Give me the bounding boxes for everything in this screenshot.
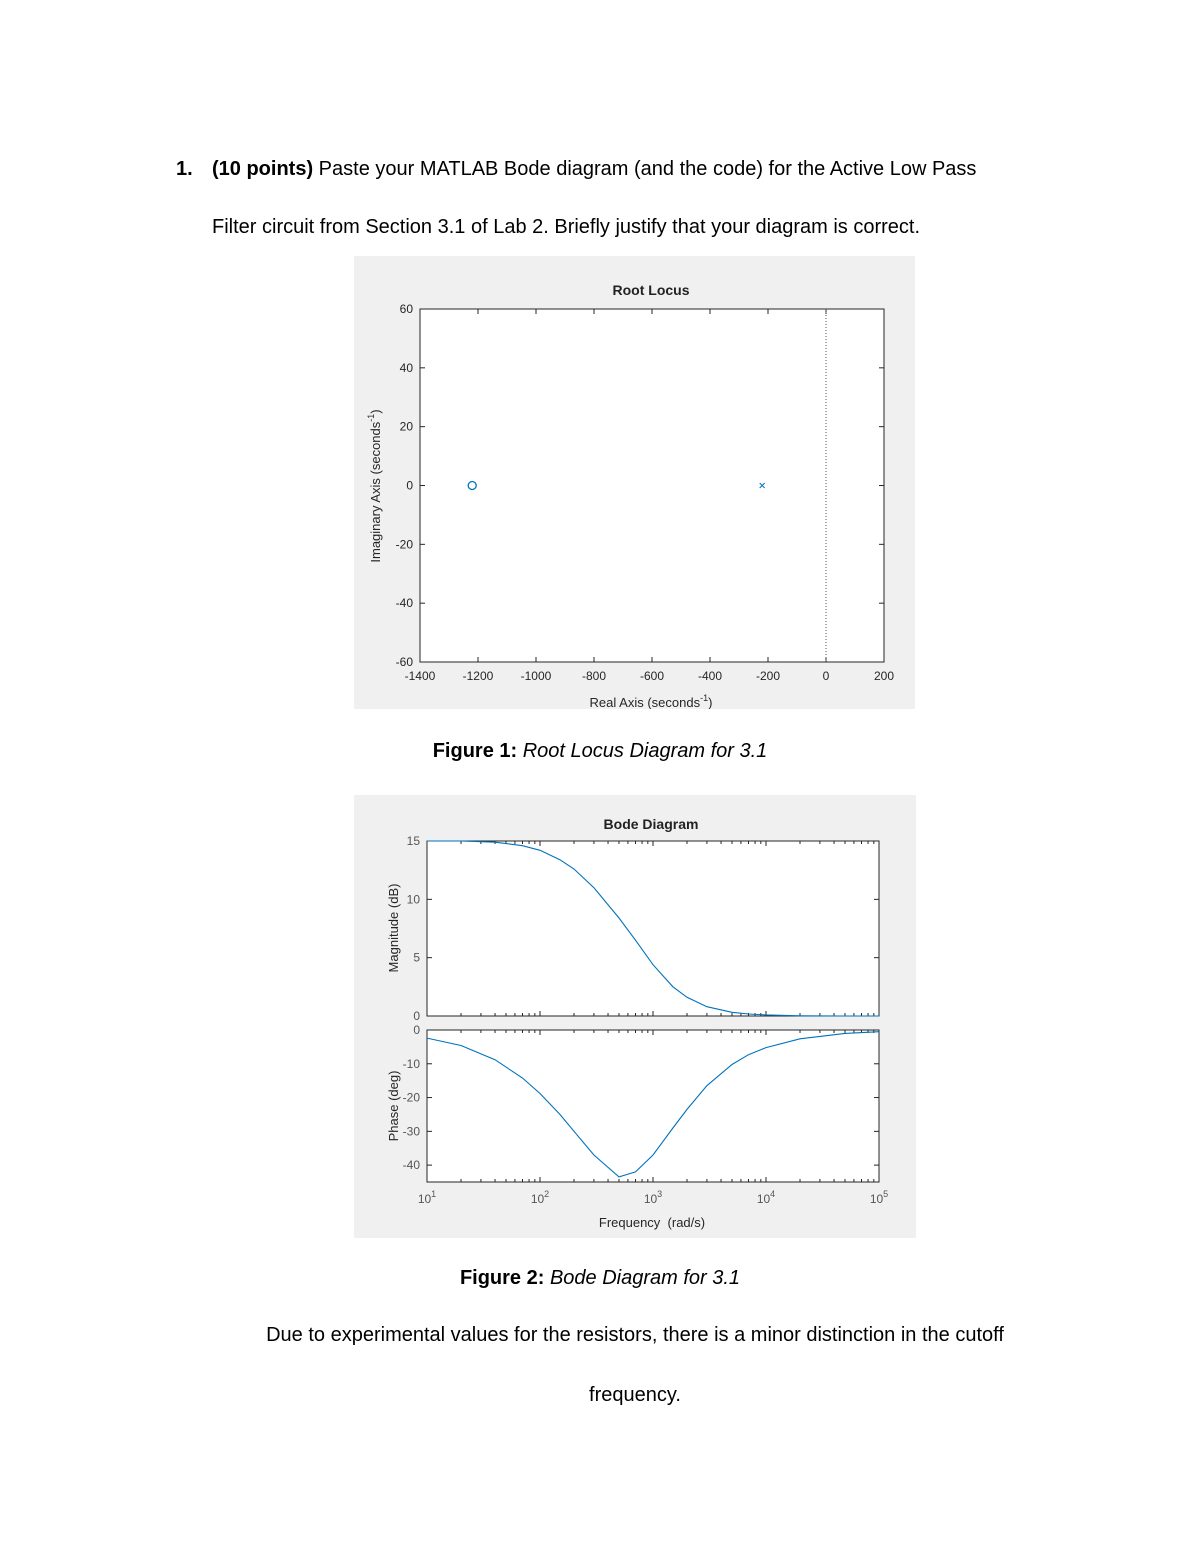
bode-phase-ytick-label: -10 — [402, 1056, 420, 1071]
figure-1-caption-text: Root Locus Diagram for 3.1 — [522, 740, 768, 762]
question-line-1-text: Paste your MATLAB Bode diagram (and the code) for the Active Low Pass — [313, 158, 977, 180]
question-points: (10 points) — [212, 158, 314, 180]
root-locus-xtick-label: -1000 — [520, 669, 552, 683]
bode-phase-ylabel: Phase (deg) — [386, 1070, 401, 1142]
bode-xtick-label: $10^2$ — [530, 1189, 550, 1206]
root-locus-chart — [354, 256, 915, 709]
root-locus-axes — [420, 309, 884, 662]
root-locus-xtick-label: -1200 — [462, 669, 494, 683]
figure-1-caption — [0, 740, 1200, 763]
bode-phase-axes — [427, 1030, 879, 1182]
justification-line-1: Due to experimental values for the resistors, there is a minor distinction in the cutoff — [266, 1324, 1004, 1346]
root-locus-ytick-label: -60 — [395, 655, 413, 669]
justification-line-2: frequency. — [589, 1384, 681, 1406]
root-locus-figure — [354, 256, 915, 709]
bode-xtick-label: $10^5$ — [869, 1189, 889, 1206]
bode-phase-ytick-label: -20 — [402, 1090, 420, 1105]
figure-2-caption — [0, 1267, 1200, 1290]
root-locus-ylabel: Imaginary Axis (seconds$^{-1}$) — [366, 409, 383, 563]
root-locus-xlabel: Real Axis (seconds$^{-1}$) — [589, 693, 713, 709]
question-line-2: Filter circuit from Section 3.1 of Lab 2. Briefly justify that your diagram is correct. — [212, 216, 921, 238]
root-locus-xtick-label: 0 — [822, 669, 830, 683]
bode-xlabel: Frequency (rad/s) — [598, 1215, 706, 1230]
bode-chart — [354, 795, 916, 1238]
root-locus-xtick-label: -400 — [697, 669, 723, 683]
root-locus-ytick-label: 20 — [399, 419, 413, 434]
bode-phase-ytick-label: -40 — [402, 1158, 420, 1173]
bode-xtick-label: $10^4$ — [756, 1189, 776, 1206]
bode-xtick-label: $10^3$ — [643, 1189, 663, 1206]
bode-title: Bode Diagram — [603, 816, 699, 832]
root-locus-xtick-label: -1400 — [404, 669, 436, 683]
root-locus-xtick-label: 200 — [873, 669, 895, 683]
question-line-1 — [212, 140, 976, 198]
figure-1-label: Figure 1: — [432, 740, 518, 762]
bode-figure — [354, 795, 916, 1238]
root-locus-ytick-label: -20 — [395, 537, 413, 552]
bode-magnitude-ytick-label: 15 — [406, 834, 420, 848]
root-locus-ytick-label: -40 — [395, 596, 413, 611]
question-number: 1. — [176, 158, 193, 180]
bode-magnitude-ytick-label: 0 — [413, 1009, 420, 1023]
root-locus-ytick-label: 60 — [399, 302, 413, 316]
bode-phase-ytick-label: -30 — [402, 1124, 420, 1139]
root-locus-ytick-label: 0 — [406, 478, 413, 493]
root-locus-title: Root Locus — [612, 282, 690, 298]
bode-phase-ytick-label: 0 — [413, 1023, 420, 1037]
root-locus-xtick-label: -200 — [755, 669, 781, 683]
figure-2-caption-text: Bode Diagram for 3.1 — [549, 1267, 741, 1289]
root-locus-xtick-label: -600 — [639, 669, 665, 683]
root-locus-ytick-label: 40 — [399, 360, 413, 375]
root-locus-xtick-label: -800 — [581, 669, 607, 683]
bode-magnitude-ytick-label: 10 — [406, 892, 420, 907]
bode-magnitude-axes — [427, 841, 879, 1016]
bode-xtick-label: $10^1$ — [417, 1189, 437, 1206]
bode-magnitude-ylabel: Magnitude (dB) — [386, 883, 401, 973]
figure-2-label: Figure 2: — [459, 1267, 545, 1289]
bode-magnitude-ytick-label: 5 — [413, 950, 420, 965]
